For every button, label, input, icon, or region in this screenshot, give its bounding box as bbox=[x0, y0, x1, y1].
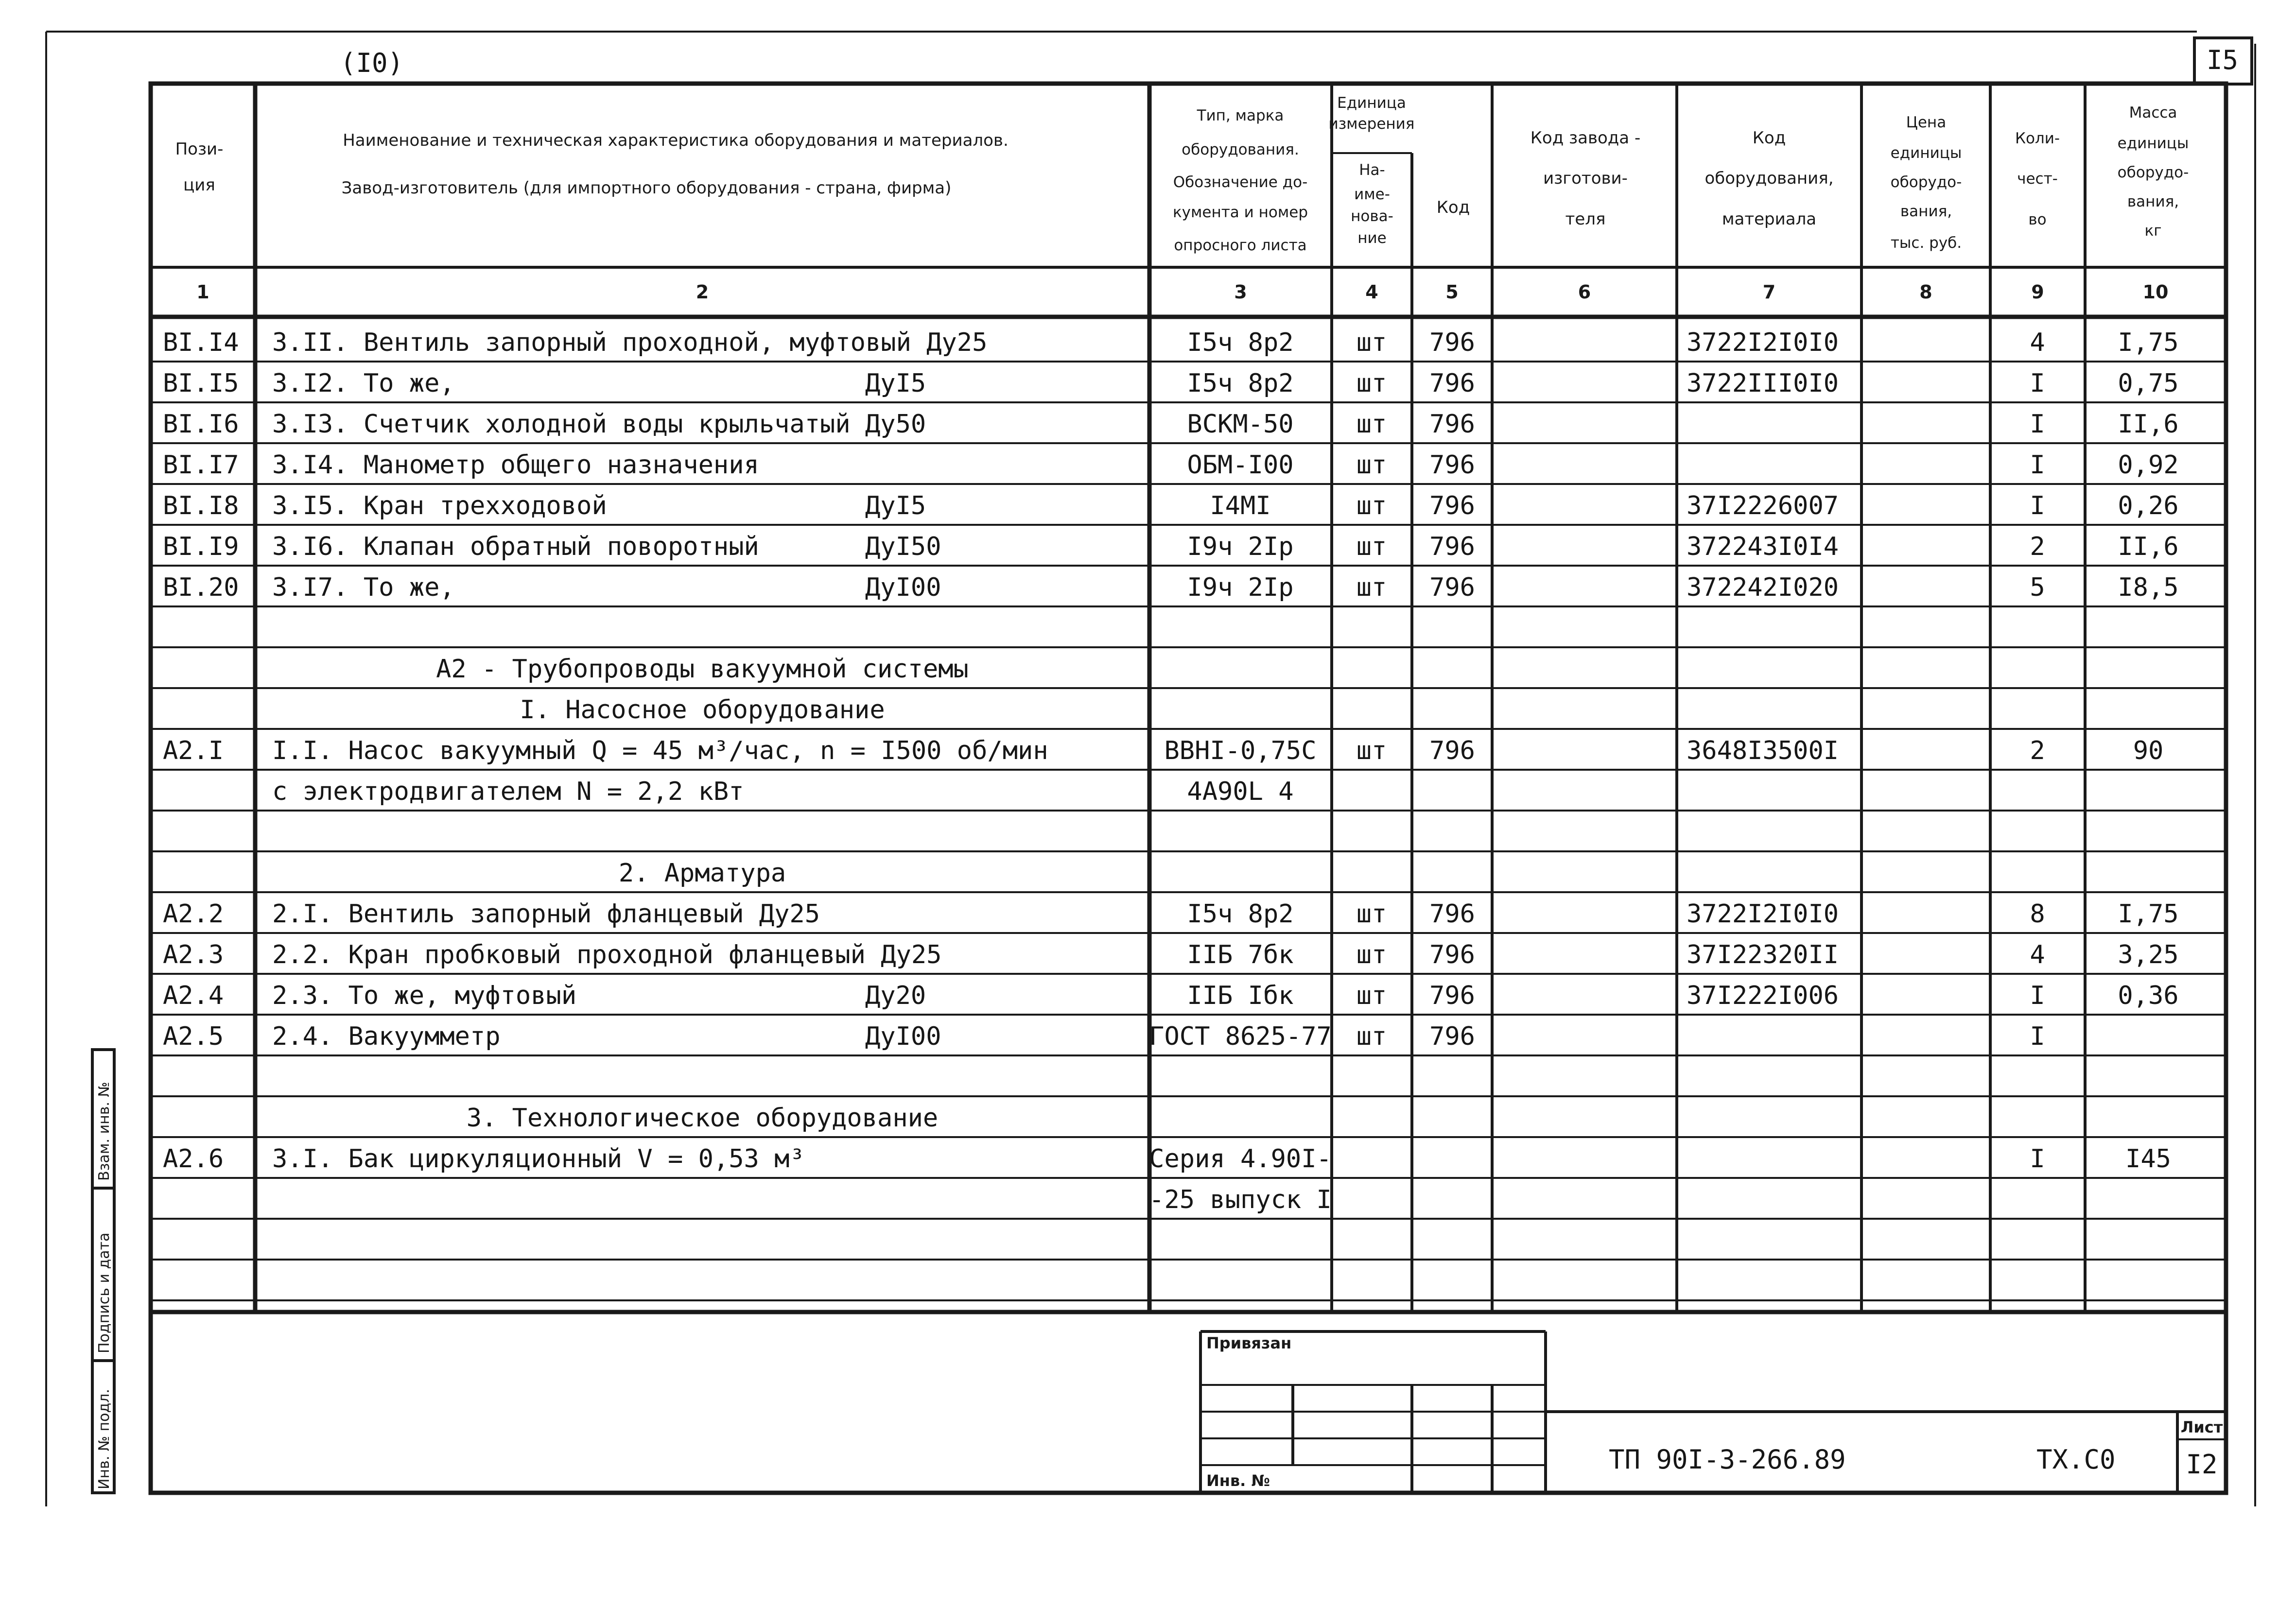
cell-name: 3.I6. Клапан обратный поворотный bbox=[272, 532, 759, 561]
cell-quantity: I bbox=[2030, 410, 2045, 439]
cell-mass: 0,36 bbox=[2118, 981, 2179, 1010]
header-unit-line2: измерения bbox=[1328, 115, 1415, 133]
cell-unit-code: 796 bbox=[1429, 1022, 1475, 1051]
cell-type-mark: I5ч 8р2 bbox=[1187, 369, 1294, 398]
cell-quantity: I bbox=[2030, 369, 2045, 398]
cell-nominal-diameter: ДуI50 bbox=[865, 532, 941, 561]
table-body bbox=[163, 328, 2179, 1214]
cell-unit-name: шт bbox=[1356, 1022, 1387, 1051]
cell-nominal-diameter: ДуI00 bbox=[865, 1022, 941, 1051]
table-row bbox=[163, 940, 2179, 969]
cell-name: 3.I. Бак циркуляционный V = 0,53 м³ bbox=[272, 1144, 805, 1174]
cell-equipment-code: 37I2226007 bbox=[1687, 491, 1839, 520]
header-col9-line3: во bbox=[2028, 211, 2047, 228]
cell-quantity: 2 bbox=[2030, 532, 2045, 561]
column-number-4: 4 bbox=[1365, 281, 1378, 303]
cell-position: А2.3 bbox=[163, 940, 224, 969]
header-col2-line2: Завод-изготовитель (для импортного оборудования - страна, фирма) bbox=[341, 178, 952, 198]
cell-mass: I,75 bbox=[2118, 899, 2179, 929]
cell-unit-name: шт bbox=[1356, 940, 1387, 969]
cell-unit-code: 796 bbox=[1429, 450, 1475, 480]
cell-position: BI.I9 bbox=[163, 532, 239, 561]
cell-mass: 0,92 bbox=[2118, 450, 2179, 480]
cell-mass: 90 bbox=[2133, 736, 2164, 765]
cell-unit-name: шт bbox=[1356, 981, 1387, 1010]
cell-quantity: I bbox=[2030, 1144, 2045, 1174]
stamp-inv-label: Инв. № bbox=[1206, 1471, 1270, 1490]
header-col10-line1: Масса bbox=[2129, 104, 2177, 121]
header-col3-line2: оборудования. bbox=[1182, 141, 1299, 158]
cell-mass: 0,75 bbox=[2118, 369, 2179, 398]
cell-unit-name: шт bbox=[1356, 491, 1387, 520]
header-col4-line3: нова- bbox=[1351, 207, 1393, 225]
table-header bbox=[175, 94, 2189, 254]
cell-name: 3.I7. То же, bbox=[272, 573, 455, 602]
cell-quantity: 8 bbox=[2030, 899, 2045, 929]
table-row bbox=[272, 777, 1294, 806]
column-number-3: 3 bbox=[1234, 281, 1247, 303]
cell-unit-code: 796 bbox=[1429, 981, 1475, 1010]
cell-quantity: 5 bbox=[2030, 573, 2045, 602]
cell-name: 2.3. То же, муфтовый bbox=[272, 981, 577, 1010]
cell-position: А2.2 bbox=[163, 899, 224, 929]
cell-type-mark: I5ч 8р2 bbox=[1187, 328, 1294, 357]
cell-position: BI.I8 bbox=[163, 491, 239, 520]
header-col4-line1: На- bbox=[1359, 161, 1385, 179]
cell-equipment-code: 3722I2I0I0 bbox=[1687, 328, 1839, 357]
cell-unit-code: 796 bbox=[1429, 573, 1475, 602]
cell-equipment-code: 372243I0I4 bbox=[1687, 532, 1839, 561]
table-row bbox=[163, 532, 2179, 561]
header-col8-line3: оборудо- bbox=[1890, 173, 1962, 191]
header-col10-line4: вания, bbox=[2127, 193, 2179, 210]
cell-position: А2.4 bbox=[163, 981, 224, 1010]
cell-type-mark: IIБ Iбк bbox=[1187, 981, 1294, 1010]
cell-type-mark: 4А90L 4 bbox=[1187, 777, 1294, 806]
cell-name: 2.4. Вакуумметр bbox=[272, 1022, 501, 1051]
cell-unit-name: шт bbox=[1356, 899, 1387, 929]
cell-unit-code: 796 bbox=[1429, 736, 1475, 765]
cell-type-mark: I9ч 2Iр bbox=[1187, 532, 1294, 561]
section-heading: I. Насосное оборудование bbox=[520, 695, 885, 725]
section-heading-row bbox=[520, 695, 885, 725]
column-number-8: 8 bbox=[1919, 281, 1932, 303]
cell-type-mark: -25 выпуск I bbox=[1149, 1185, 1332, 1214]
stamp-sheet-label: Лист bbox=[2180, 1418, 2223, 1436]
cell-unit-code: 796 bbox=[1429, 410, 1475, 439]
cell-mass: I45 bbox=[2125, 1144, 2171, 1174]
header-col7-line2: оборудования, bbox=[1705, 169, 1834, 188]
cell-type-mark: Серия 4.90I- bbox=[1149, 1144, 1332, 1174]
top-label: (I0) bbox=[340, 48, 404, 78]
cell-type-mark: IIБ 7бк bbox=[1187, 940, 1294, 969]
cell-position: BI.I5 bbox=[163, 369, 239, 398]
column-number-2: 2 bbox=[696, 281, 709, 303]
header-col6-line1: Код завода - bbox=[1530, 128, 1641, 148]
cell-quantity: I bbox=[2030, 450, 2045, 480]
cell-unit-code: 796 bbox=[1429, 532, 1475, 561]
section-heading: 3. Технологическое оборудование bbox=[466, 1104, 939, 1133]
header-col3-line5: опросного листа bbox=[1174, 237, 1307, 254]
cell-position: А2.I bbox=[163, 736, 224, 765]
cell-unit-name: шт bbox=[1356, 328, 1387, 357]
cell-unit-name: шт bbox=[1356, 369, 1387, 398]
cell-unit-code: 796 bbox=[1429, 328, 1475, 357]
table-row bbox=[163, 573, 2179, 602]
header-col8-line1: Цена bbox=[1906, 114, 1947, 131]
cell-equipment-code: 3722III0I0 bbox=[1687, 369, 1839, 398]
cell-name: 2.I. Вентиль запорный фланцевый Ду25 bbox=[272, 899, 820, 929]
table-row bbox=[163, 899, 2179, 929]
table-row bbox=[163, 328, 2179, 357]
column-number-6: 6 bbox=[1578, 281, 1591, 303]
header-col10-line2: единицы bbox=[2117, 135, 2189, 152]
cell-type-mark: ОБМ-I00 bbox=[1187, 450, 1294, 480]
header-unit-line1: Единица bbox=[1337, 94, 1406, 112]
table-row bbox=[163, 369, 2179, 398]
header-col9-line2: чест- bbox=[2017, 170, 2058, 188]
cell-equipment-code: 37I222I006 bbox=[1687, 981, 1839, 1010]
stamp-sheet-number: I2 bbox=[2186, 1449, 2218, 1480]
corner-page-number: I5 bbox=[2207, 45, 2239, 75]
section-heading-row bbox=[467, 1104, 939, 1133]
cell-equipment-code: 3648I3500I bbox=[1687, 736, 1839, 765]
cell-name: 3.I3. Счетчик холодной воды крыльчатый bbox=[272, 410, 851, 439]
column-number-1: 1 bbox=[196, 281, 209, 303]
cell-unit-name: шт bbox=[1356, 736, 1387, 765]
cell-position: BI.I6 bbox=[163, 410, 239, 439]
column-number-9: 9 bbox=[2031, 281, 2044, 303]
cell-position: А2.6 bbox=[163, 1144, 224, 1174]
table-row bbox=[1149, 1185, 1332, 1214]
cell-quantity: 2 bbox=[2030, 736, 2045, 765]
cell-name: 2.2. Кран пробковый проходной фланцевый Ду25 bbox=[272, 940, 942, 969]
cell-equipment-code: 3722I2I0I0 bbox=[1687, 899, 1839, 929]
table-row bbox=[163, 1144, 2171, 1174]
cell-unit-name: шт bbox=[1356, 532, 1387, 561]
table-row bbox=[163, 491, 2179, 520]
header-col10-line5: кг bbox=[2144, 222, 2162, 240]
cell-mass: II,6 bbox=[2118, 532, 2179, 561]
cell-name: 3.I4. Манометр общего назначения bbox=[272, 450, 759, 480]
cell-type-mark: ВСКМ-50 bbox=[1187, 410, 1294, 439]
header-col1-line2: ция bbox=[183, 175, 215, 195]
cell-type-mark: I9ч 2Iр bbox=[1187, 573, 1294, 602]
column-numbers bbox=[196, 281, 2168, 303]
header-col8-line4: вания, bbox=[1900, 203, 1952, 220]
header-col6-line3: теля bbox=[1565, 209, 1606, 229]
cell-nominal-diameter: ДуI5 bbox=[865, 369, 926, 398]
cell-name: 3.I5. Кран трехходовой bbox=[272, 491, 607, 520]
header-col6-line2: изготови- bbox=[1543, 169, 1628, 188]
cell-unit-code: 796 bbox=[1429, 491, 1475, 520]
side-replaced-inv-label: Взам. инв. № bbox=[96, 1082, 113, 1181]
cell-type-mark: I4МI bbox=[1210, 491, 1271, 520]
header-col3-line3: Обозначение до- bbox=[1173, 173, 1308, 191]
stamp-doc-code: ТП 90I-3-266.89 bbox=[1609, 1444, 1846, 1475]
cell-unit-name: шт bbox=[1356, 410, 1387, 439]
side-original-inv-label: Инв. № подл. bbox=[96, 1389, 113, 1489]
side-signature-date-label: Подпись и дата bbox=[96, 1232, 113, 1353]
cell-nominal-diameter: ДуI00 bbox=[865, 573, 941, 602]
header-col5: Код bbox=[1436, 198, 1470, 217]
cell-position: А2.5 bbox=[163, 1022, 224, 1051]
cell-quantity: I bbox=[2030, 981, 2045, 1010]
header-col9-line1: Коли- bbox=[2015, 130, 2060, 147]
header-col2-line1: Наименование и техническая характеристика оборудования и материалов. bbox=[343, 131, 1009, 150]
cell-mass: 0,26 bbox=[2118, 491, 2179, 520]
cell-unit-code: 796 bbox=[1429, 899, 1475, 929]
header-col8-line2: единицы bbox=[1890, 144, 1962, 162]
header-col7-line3: материала bbox=[1722, 209, 1817, 229]
cell-quantity: 4 bbox=[2030, 940, 2045, 969]
table-row bbox=[163, 1022, 2045, 1051]
cell-nominal-diameter: Ду50 bbox=[865, 410, 926, 439]
cell-type-mark: ВВНI-0,75С bbox=[1164, 736, 1317, 765]
cell-mass: I,75 bbox=[2118, 328, 2179, 357]
header-col8-line5: тыс. руб. bbox=[1890, 234, 1962, 252]
table-row bbox=[163, 736, 2163, 765]
header-col3-line4: кумента и номер bbox=[1172, 204, 1308, 221]
table-row bbox=[163, 450, 2179, 480]
cell-quantity: I bbox=[2030, 1022, 2045, 1051]
cell-unit-name: шт bbox=[1356, 450, 1387, 480]
stamp-bound-label: Привязан bbox=[1206, 1334, 1292, 1352]
cell-quantity: I bbox=[2030, 491, 2045, 520]
cell-name: 3.I2. То же, bbox=[272, 369, 455, 398]
cell-unit-name: шт bbox=[1356, 573, 1387, 602]
header-col1-line1: Пози- bbox=[175, 139, 224, 159]
cell-equipment-code: 372242I020 bbox=[1687, 573, 1839, 602]
cell-position: BI.I7 bbox=[163, 450, 239, 480]
cell-mass: I8,5 bbox=[2118, 573, 2179, 602]
cell-position: BI.20 bbox=[163, 573, 239, 602]
header-col7-line1: Код bbox=[1752, 128, 1786, 148]
header-col10-line3: оборудо- bbox=[2117, 164, 2189, 181]
cell-type-mark: I5ч 8р2 bbox=[1187, 899, 1294, 929]
cell-quantity: 4 bbox=[2030, 328, 2045, 357]
cell-name: 3.II. Вентиль запорный проходной, муфтовый Ду25 bbox=[272, 328, 988, 357]
header-col3-line1: Тип, марка bbox=[1197, 107, 1284, 124]
cell-type-mark: ГОСТ 8625-77 bbox=[1149, 1022, 1332, 1051]
cell-unit-code: 796 bbox=[1429, 940, 1475, 969]
section-heading-row bbox=[436, 655, 969, 684]
cell-name: с электродвигателем N = 2,2 кВт bbox=[272, 777, 744, 806]
column-number-5: 5 bbox=[1445, 281, 1459, 303]
cell-nominal-diameter: ДуI5 bbox=[865, 491, 926, 520]
stamp-section-code: ТХ.С0 bbox=[2036, 1444, 2116, 1475]
column-number-7: 7 bbox=[1762, 281, 1776, 303]
cell-position: BI.I4 bbox=[163, 328, 239, 357]
header-col4-line2: име- bbox=[1354, 186, 1390, 203]
section-heading: 2. Арматура bbox=[618, 859, 786, 888]
table-row bbox=[163, 981, 2179, 1010]
section-heading-row bbox=[619, 859, 786, 888]
cell-mass: 3,25 bbox=[2118, 940, 2179, 969]
cell-equipment-code: 37I22320II bbox=[1687, 940, 1839, 969]
cell-name: I.I. Насос вакуумный Q = 45 м³/час, n = I500 об/мин bbox=[272, 736, 1048, 765]
section-heading: А2 - Трубопроводы вакуумной системы bbox=[436, 655, 969, 684]
column-number-10: 10 bbox=[2142, 281, 2169, 303]
table-row bbox=[163, 410, 2179, 439]
header-col4-line4: ние bbox=[1357, 229, 1387, 247]
cell-mass: II,6 bbox=[2118, 410, 2179, 439]
cell-nominal-diameter: Ду20 bbox=[865, 981, 926, 1010]
cell-unit-code: 796 bbox=[1429, 369, 1475, 398]
